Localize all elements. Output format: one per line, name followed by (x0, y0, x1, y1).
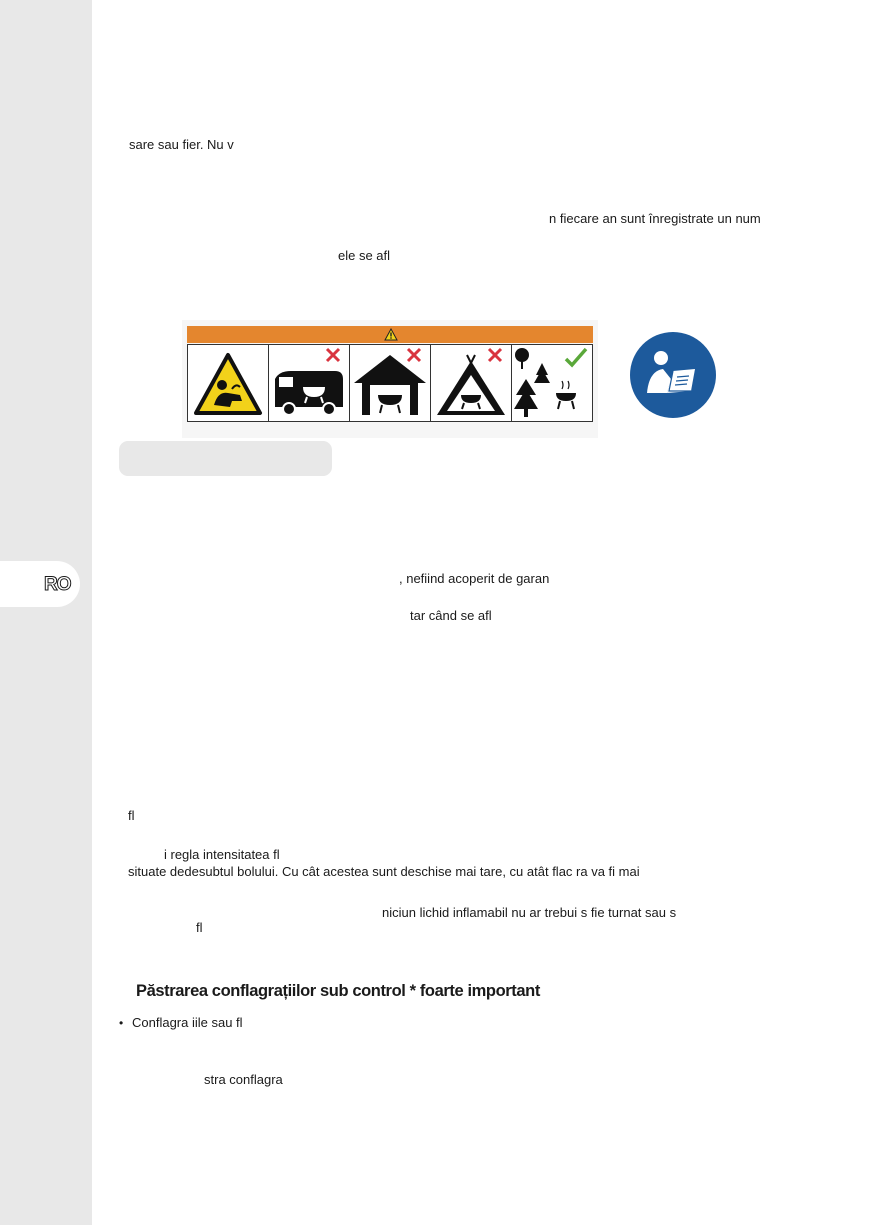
warning-pictogram-panel (182, 320, 598, 438)
text-line: sare sau fier. Nu v (129, 137, 234, 152)
text-line: , nefiind acoperit de garan (399, 571, 550, 586)
text-line: tar când se afl (410, 608, 492, 623)
text-line: i regla intensitatea fl (164, 847, 280, 862)
section-heading-box (119, 441, 332, 476)
text-line: n fiecare an sunt înregistrate un num (549, 211, 761, 226)
page-sidebar (0, 0, 92, 1225)
text-line: ele se afl (338, 248, 391, 263)
bullet-marker: • (119, 1016, 124, 1030)
read-manual-icon (629, 331, 717, 424)
text-line: stra conflagra (204, 1072, 283, 1087)
warning-triangle-icon (384, 328, 398, 341)
warning-bar (187, 326, 593, 343)
camper-van-grill-prohibited-icon (268, 344, 350, 422)
section-heading: Păstrarea conflagrațiilor sub control * foarte important (136, 982, 540, 1000)
language-label: RO (44, 574, 71, 595)
text-line: fl (128, 808, 135, 823)
text-line: niciun lichid inflamabil nu ar trebui s fie turnat sau s (382, 905, 677, 920)
bullet-item: Conflagra iile sau fl (132, 1015, 243, 1030)
text-line: fl (196, 920, 203, 935)
text-line: situate dedesubtul bolului. Cu cât acestea sunt deschise mai tare, cu atât flac ra va fi mai (128, 864, 640, 879)
outdoors-grill-allowed-icon (511, 344, 593, 422)
tent-grill-prohibited-icon (430, 344, 512, 422)
house-grill-prohibited-icon (349, 344, 431, 422)
person-hazard-warning-icon (187, 344, 269, 422)
